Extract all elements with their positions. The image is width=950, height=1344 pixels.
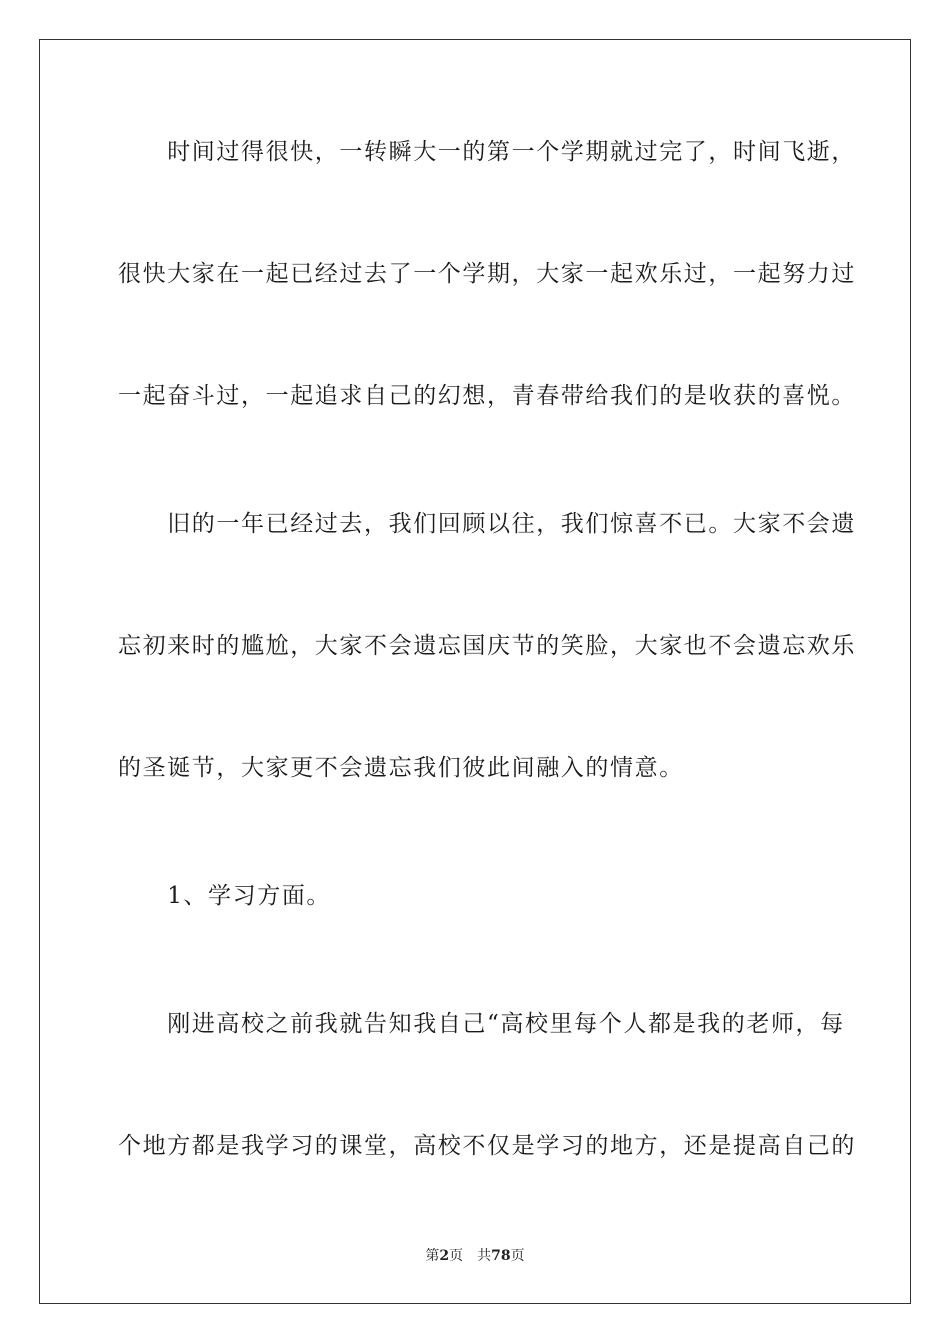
- page-number: 2: [439, 1248, 450, 1264]
- body-text-line: 旧的一年已经过去，我们回顾以往，我们惊喜不已。大家不会遗: [118, 511, 856, 537]
- body-text-line: 一起奋斗过，一起追求自己的幻想，青春带给我们的是收获的喜悦。: [118, 383, 856, 409]
- total-pages: 78: [491, 1248, 511, 1264]
- body-text-line: 很快大家在一起已经过去了一个学期，大家一起欢乐过，一起努力过: [118, 261, 856, 287]
- section-heading: 1、学习方面。: [118, 883, 332, 909]
- total-prefix: 共: [477, 1248, 492, 1264]
- body-text-line: 的圣诞节，大家更不会遗忘我们彼此间融入的情意。: [118, 755, 684, 781]
- body-text-line: 个地方都是我学习的课堂，高校不仅是学习的地方，还是提高自己的: [118, 1133, 856, 1159]
- body-text-line: 时间过得很快，一转瞬大一的第一个学期就过完了，时间飞逝，: [118, 139, 856, 165]
- page-suffix: 页: [449, 1248, 464, 1264]
- page-footer: [0, 1246, 950, 1266]
- page-frame: [39, 39, 911, 1304]
- page-prefix: 第: [425, 1248, 440, 1264]
- total-suffix: 页: [510, 1248, 525, 1264]
- body-text-line: 刚进高校之前我就告知我自己“高校里每个人都是我的老师，每: [118, 1011, 845, 1037]
- body-text-line: 忘初来时的尴尬，大家不会遗忘国庆节的笑脸，大家也不会遗忘欢乐: [118, 633, 856, 659]
